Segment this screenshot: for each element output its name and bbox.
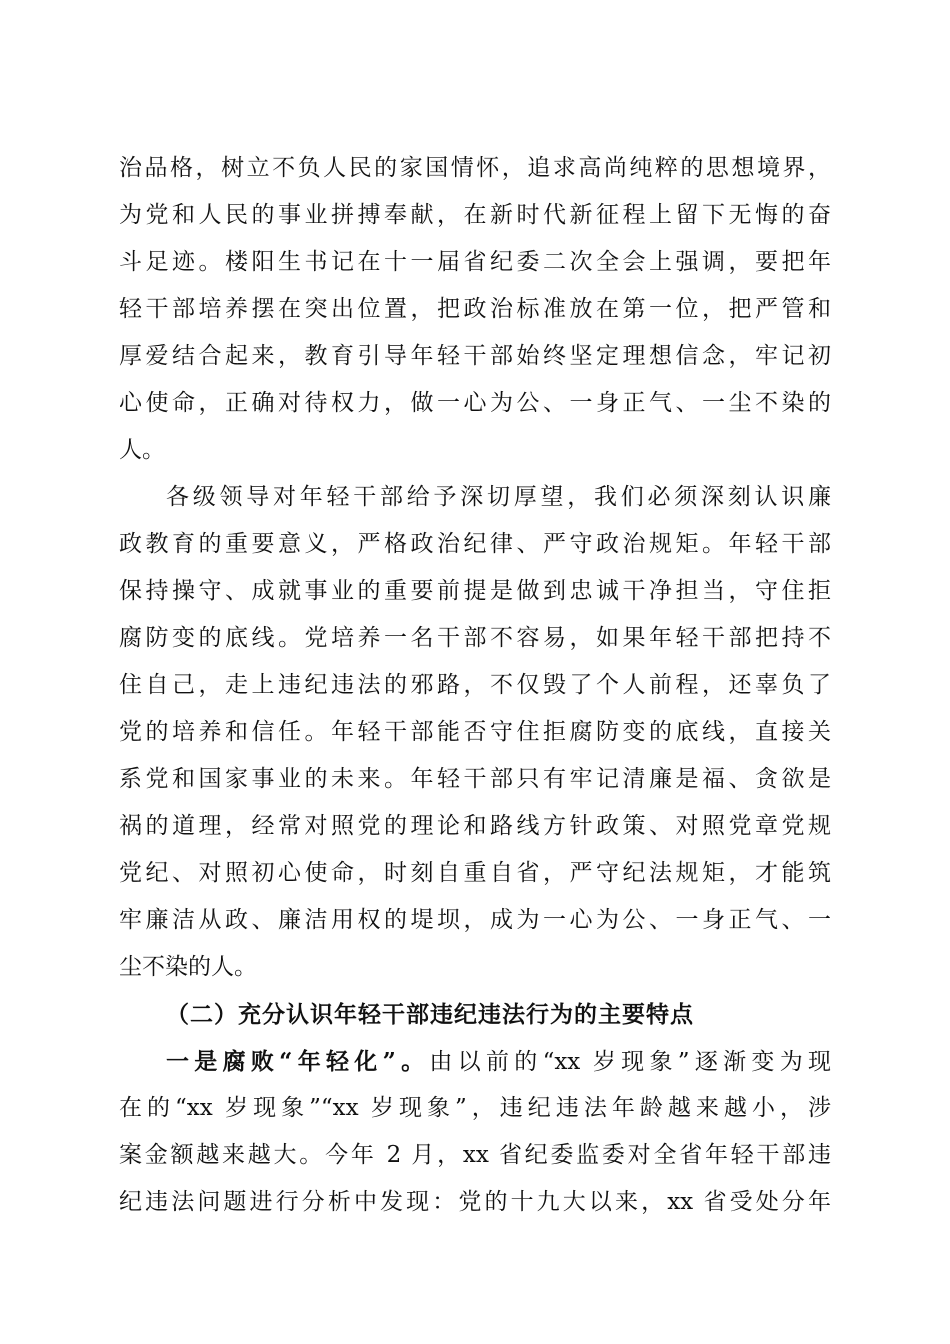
paragraph-line: 斗足迹。楼阳生书记在十一届省纪委二次全会上强调，要把年 [119,249,831,275]
paragraph-line: 治品格，树立不负人民的家国情怀，追求高尚纯粹的思想境界， [119,155,831,181]
document-page [119,145,831,1226]
paragraph-line: 党的培养和信任。年轻干部能否守住拒腐防变的底线，直接关 [119,719,831,745]
paragraph-line: 人。 [119,437,165,463]
paragraph-line: 住自己，走上违纪违法的邪路，不仅毁了个人前程，还辜负了 [119,672,831,698]
paragraph-line: 为党和人民的事业拼搏奉献，在新时代新征程上留下无悔的奋 [119,202,831,228]
paragraph-line: 轻干部培养摆在突出位置，把政治标准放在第一位，把严管和 [119,296,831,322]
paragraph-line: 心使命，正确对待权力，做一心为公、一身正气、一尘不染的 [119,390,831,416]
section-heading: （二）充分认识年轻干部违纪违法行为的主要特点 [166,1001,694,1028]
paragraph-lead: 一是腐败“年轻化”。 [166,1048,430,1075]
paragraph-line: 政教育的重要意义，严格政治纪律、严守政治规矩。年轻干部 [119,531,831,557]
paragraph-2 [119,474,831,991]
paragraph-line: 尘不染的人。 [119,954,257,980]
paragraph-line: 案金额越来越大。今年 2 月，xx 省纪委监委对全省年轻干部违 [119,1142,831,1168]
paragraph-line: 纪违法问题进行分析中发现：党的十九大以来，xx 省受处分年 [119,1189,831,1215]
paragraph-line: 系党和国家事业的未来。年轻干部只有牢记清廉是福、贪欲是 [119,766,831,792]
paragraph-1 [119,145,831,474]
paragraph-line-rest: 由以前的“xx 岁现象”逐渐变为现 [429,1049,831,1075]
paragraph-line: 厚爱结合起来，教育引导年轻干部始终坚定理想信念，牢记初 [119,343,831,369]
paragraph-line [119,1038,831,1085]
paragraph-line: 党纪、对照初心使命，时刻自重自省，严守纪法规矩，才能筑 [119,860,831,886]
paragraph-line: 在的“xx 岁现象”“xx 岁现象”，违纪违法年龄越来越小，涉 [119,1095,831,1121]
paragraph-line: 祸的道理，经常对照党的理论和路线方针政策、对照党章党规 [119,813,831,839]
paragraph-line: 牢廉洁从政、廉洁用权的堤坝，成为一心为公、一身正气、一 [119,907,831,933]
paragraph-line: 腐防变的底线。党培养一名干部不容易，如果年轻干部把持不 [119,625,831,651]
paragraph-line: 保持操守、成就事业的重要前提是做到忠诚干净担当，守住拒 [119,578,831,604]
paragraph-3 [119,1038,831,1226]
paragraph-line: 各级领导对年轻干部给予深切厚望，我们必须深刻认识廉 [166,484,831,510]
